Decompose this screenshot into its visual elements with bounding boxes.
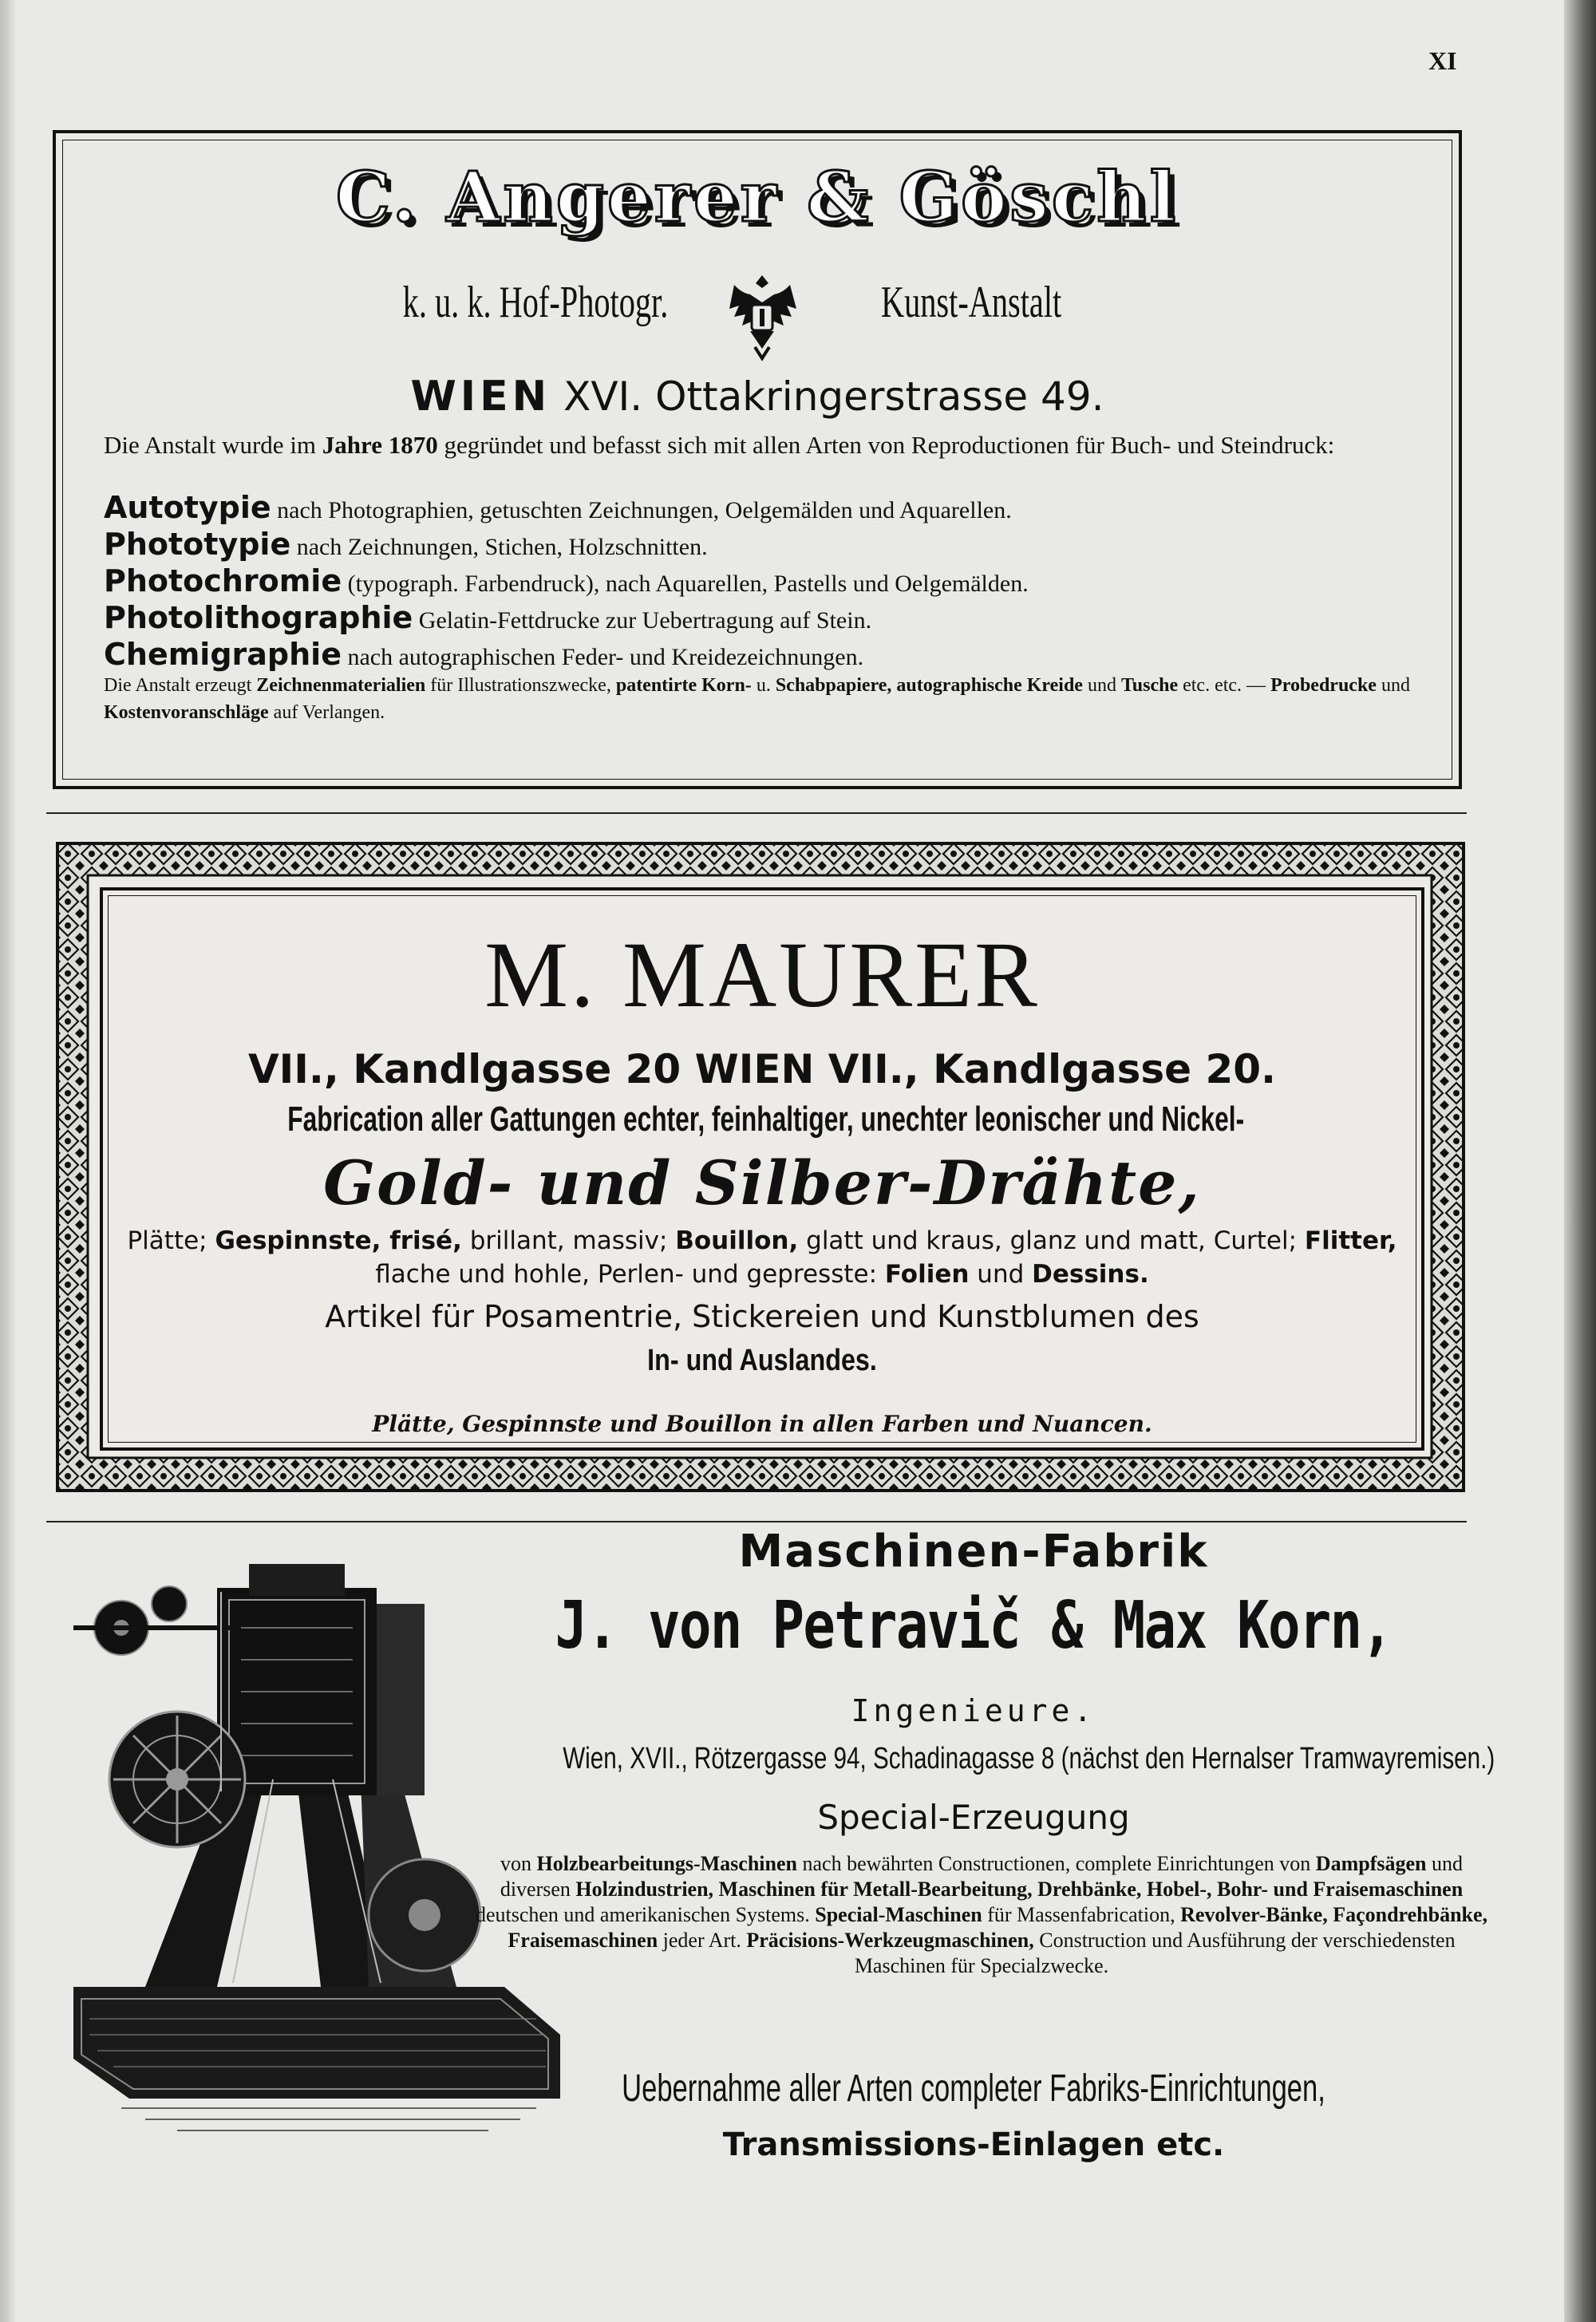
section-divider [46, 1521, 1467, 1522]
body-text: und [1082, 675, 1121, 696]
angerer-goeschl-advertisement [53, 130, 1462, 789]
fabrication-line: Fabrication aller Gattungen echter, feinhaltiger, unechter leonischer und Nickel- [287, 1100, 1245, 1139]
body-text: Die Anstalt erzeugt [104, 675, 257, 696]
body-text: von [500, 1852, 537, 1875]
body-text: flache und hohle, Perlen- und gepresste: [375, 1260, 885, 1289]
firm-name: C. Angerer & Göschl [335, 157, 1179, 238]
body-text: brillant, massiv; [461, 1226, 676, 1255]
body-text: und diversen [500, 1852, 1463, 1901]
emphasis-text: Revolver-Bänke, Façondrehbänke, Fraisemaschinen [508, 1903, 1488, 1952]
service-item [104, 491, 1029, 527]
emphasis-text: Tusche [1120, 675, 1179, 696]
profession-line: Ingenieure. [851, 1693, 1096, 1728]
body-text: deutschen und amerikanischen Systems. [475, 1903, 816, 1926]
service-item [104, 527, 1029, 564]
intro-paragraph [104, 430, 1435, 460]
products-paragraph [463, 1851, 1500, 1979]
emphasis-text: Gespinnste, frisé, [215, 1226, 462, 1255]
founding-year: Jahre 1870 [322, 431, 438, 459]
emphasis-text: Dessins. [1032, 1260, 1149, 1289]
origin-line: In- und Auslandes. [647, 1344, 877, 1377]
factory-title: Maschinen-Fabrik [738, 1526, 1209, 1578]
address-line [56, 373, 1459, 421]
emphasis-text: Special-Maschinen [815, 1903, 982, 1926]
body-text: nach bewährten Constructionen, complete Einrichtungen von [796, 1852, 1316, 1875]
transmission-line: Transmissions-Einlagen etc. [722, 2127, 1225, 2163]
service-title: Photolithographie [104, 600, 413, 635]
service-description: nach Zeichnungen, Stichen, Holzschnitten. [290, 534, 708, 560]
emphasis-text: Flitter, [1304, 1226, 1397, 1255]
body-text: u. [751, 675, 776, 696]
address-line: VII., Kandlgasse 20 WIEN VII., Kandlgasse 20. [247, 1046, 1277, 1092]
product-headline: Gold- und Silber-Drähte, [323, 1147, 1201, 1218]
art-institute-title: Kunst-Anstalt [880, 278, 1062, 327]
service-title: Chemigraphie [104, 637, 342, 672]
articles-line: Artikel für Posamentrie, Stickereien und Kunstblumen des [325, 1299, 1199, 1334]
services-list [104, 491, 1029, 674]
emphasis-text: Holzbearbeitungs-Maschinen [536, 1852, 797, 1875]
service-description: nach Photographien, getuschten Zeichnungen, Oelgemälden und Aquarellen. [271, 497, 1012, 523]
body-text: und [969, 1260, 1033, 1289]
emphasis-text: Bouillon, [675, 1226, 799, 1255]
specialty-heading: Special-Erzeugung [817, 1798, 1130, 1837]
service-item [104, 601, 1029, 638]
service-description: nach autographischen Feder- und Kreidezeichnungen. [341, 644, 864, 670]
takeover-line: Uebernahme aller Arten completer Fabriks-Einrichtungen, [622, 2067, 1325, 2110]
emphasis-text: patentirte Korn- [615, 675, 752, 696]
body-text: für Illustrationszwecke, [425, 675, 616, 696]
intro-text-a: Die Anstalt wurde im [104, 431, 317, 459]
double-eagle-crest-icon [710, 269, 814, 365]
court-photographer-title: k. u. k. Hof-Photogr. [402, 278, 669, 327]
body-text: Construction und Ausführung der verschiedensten Maschinen für Specialzwecke. [854, 1929, 1456, 1977]
service-item [104, 638, 1029, 674]
city-name: WIEN [410, 373, 551, 421]
emphasis-text: Probedrucke [1270, 675, 1377, 696]
emphasis-text: Dampfsägen [1315, 1852, 1427, 1875]
body-text: glatt und kraus, glanz und matt, Curtel; [798, 1226, 1305, 1255]
intro-text-b: gegründet und befasst sich mit allen Arten von Reproductionen für Buch- und Steindruck: [444, 431, 1335, 459]
scan-edge-left [0, 0, 18, 2322]
tagline: Plätte, Gespinnste und Bouillon in allen Farben und Nuancen. [372, 1411, 1152, 1437]
body-text: auf Verlangen. [268, 702, 385, 723]
street-address: XVI. Ottakringerstrasse 49. [563, 373, 1104, 420]
page-number: XI [1428, 46, 1457, 75]
ad-text-box [100, 887, 1424, 1451]
service-title: Photochromie [104, 563, 342, 598]
service-description: Gelatin-Fettdrucke zur Uebertragung auf Stein. [413, 607, 872, 634]
service-description: (typograph. Farbendruck), nach Aquarellen, Pastells und Oelgemälden. [342, 571, 1029, 597]
emphasis-text: Zeichnenmaterialien [256, 675, 426, 696]
products-paragraph [127, 1224, 1397, 1291]
scan-edge-right [1564, 0, 1596, 2322]
firm-name: J. von Petravič & Max Korn, [555, 1588, 1393, 1664]
materials-footer [104, 672, 1435, 726]
service-title: Phototypie [104, 527, 291, 562]
firm-name: M. MAURER [484, 922, 1040, 1027]
emphasis-text: Holzindustrien, Maschinen für Metall-Bearbeitung, Drehbänke, Hobel-, Bohr- und Fraisemaschinen [575, 1878, 1464, 1901]
service-item [104, 564, 1029, 601]
emphasis-text: Kostenvoranschläge [104, 702, 269, 723]
address-line: Wien, XVII., Rötzergasse 94, Schadinagasse 8 (nächst den Hernalser Tramwayremisen.) [563, 1742, 1495, 1775]
body-text: Plätte; [127, 1226, 215, 1255]
section-divider [46, 812, 1467, 814]
body-text: jeder Art. [658, 1929, 747, 1952]
body-text: etc. etc. — [1178, 675, 1271, 696]
body-text: und [1376, 675, 1410, 696]
service-title: Autotypie [104, 490, 271, 525]
machine-engraving-illustration [57, 1540, 568, 2146]
emphasis-text: Folien [884, 1260, 970, 1289]
body-text: für Massenfabrication, [982, 1903, 1181, 1926]
emphasis-text: Präcisions-Werkzeugmaschinen, [746, 1929, 1034, 1952]
emphasis-text: Schabpapiere, autographische Kreide [775, 675, 1083, 696]
maurer-advertisement [56, 842, 1465, 1492]
